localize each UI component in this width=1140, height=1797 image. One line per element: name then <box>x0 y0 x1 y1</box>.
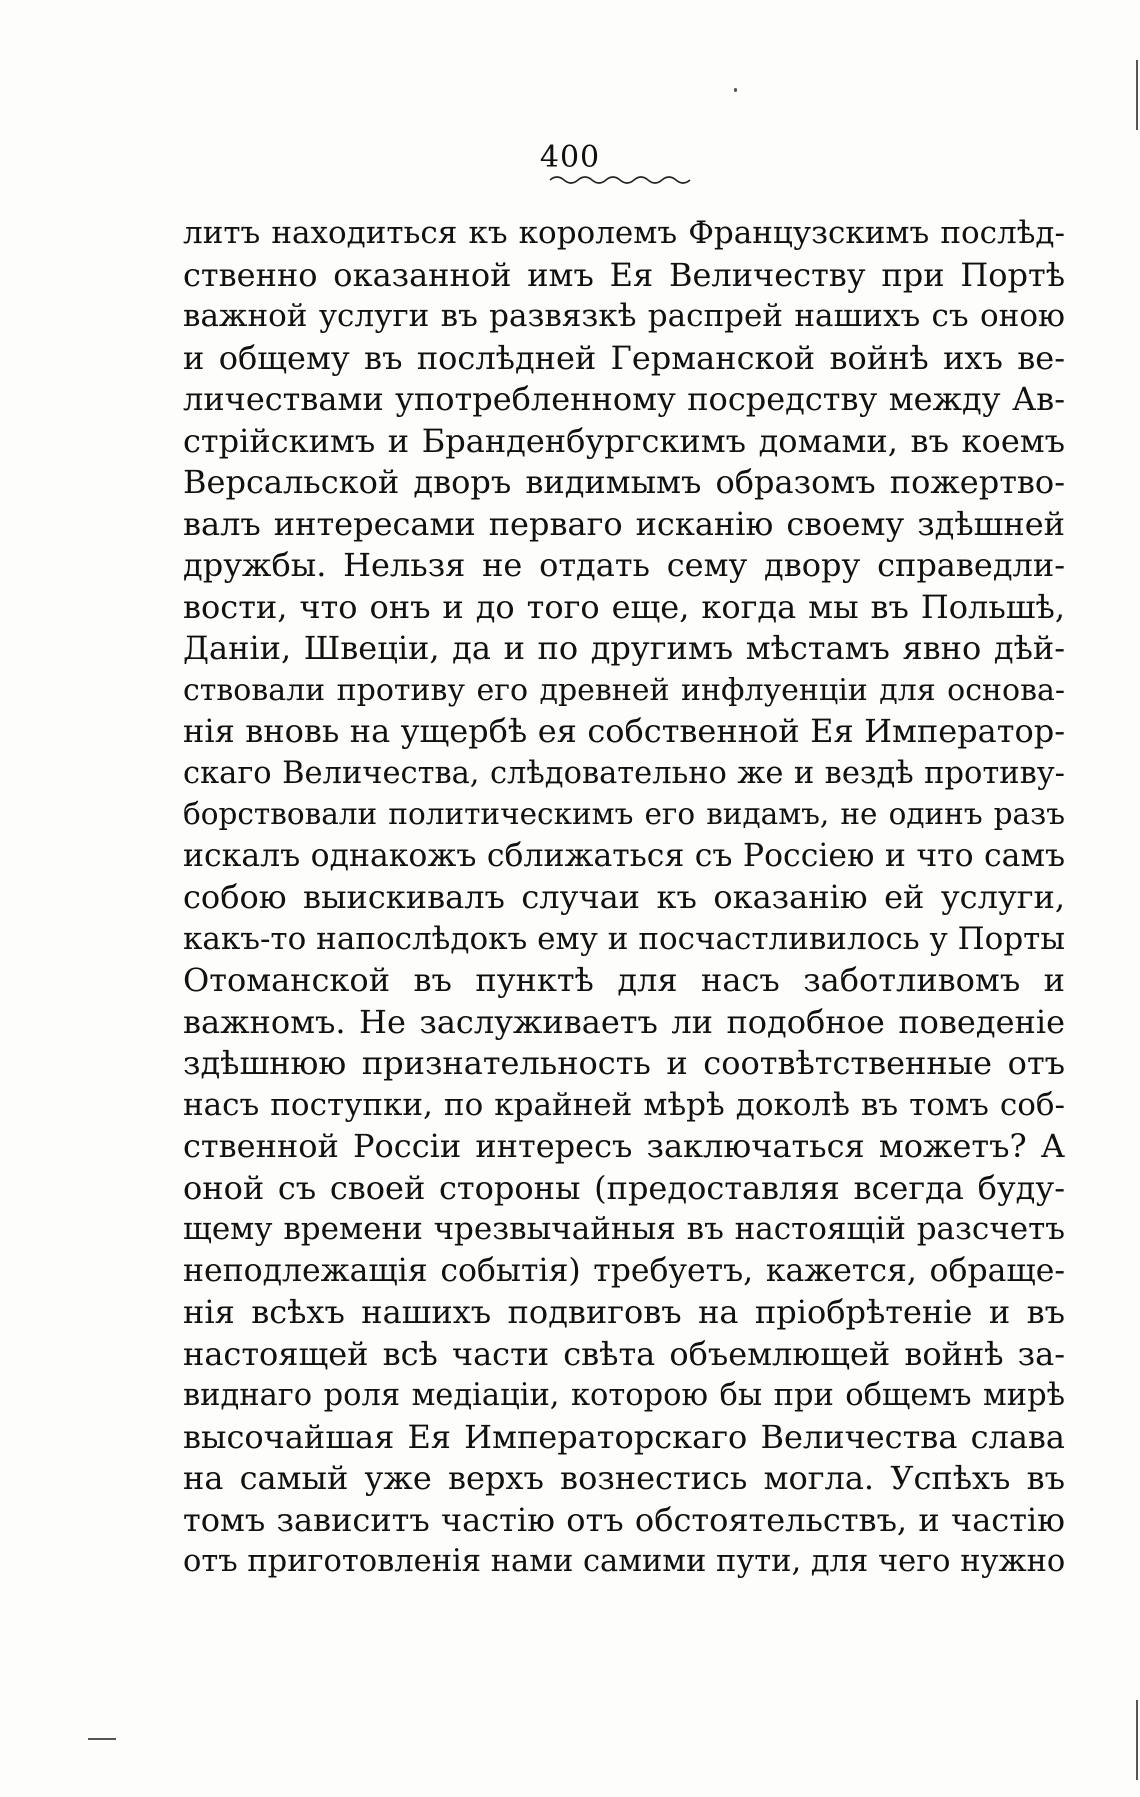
body-text <box>183 213 1065 1583</box>
text-line: щему времени чрезвычайныя въ настоящій разсчетъ <box>183 1211 1065 1247</box>
text-line: личествами употребленному посредству между Ав- <box>183 380 1065 418</box>
speck-dot <box>734 88 737 92</box>
text-line: вости, что онъ и до того еще, когда мы въ Польшѣ, <box>183 587 1065 626</box>
text-line: Даніи, Швеціи, да и по другимъ мѣстамъ явно дѣй- <box>183 629 1065 667</box>
text-line: литъ находиться къ королемъ Французскимъ послѣд- <box>183 215 1065 251</box>
text-line: нія вновь на ущербѣ ея собственной Ея Император- <box>183 712 1065 750</box>
text-line: отъ приготовленія нами самими пути, для чего нужно <box>183 1544 1065 1579</box>
text-line: настоящей всѣ части свѣта объемлющей войнѣ за- <box>183 1334 1065 1373</box>
text-line: скаго Величества, слѣдовательно же и вездѣ противу- <box>183 755 1065 791</box>
wavy-ornament <box>548 170 698 190</box>
text-line: важномъ. Не заслуживаетъ ли подобное поведеніе <box>183 1002 1065 1041</box>
text-line: важной услуги въ развязкѣ распрей нашихъ съ оною <box>183 298 1065 334</box>
text-line: неподлежащія событія) требуетъ, кажется, обраще- <box>183 1252 1065 1289</box>
text-line: оной съ своей стороны (предоставляя всегда буду- <box>183 1168 1065 1207</box>
text-line: и общему въ послѣдней Германской войнѣ ихъ ве- <box>183 338 1065 377</box>
text-line: Версальской дворъ видимымъ образомъ пожертво- <box>183 463 1065 501</box>
text-line: на самый уже верхъ вознестись могла. Успѣхъ въ <box>183 1459 1065 1497</box>
page-number: 400 <box>539 140 601 175</box>
text-line: ственно оказанной имъ Ея Величеству при Портѣ <box>183 255 1065 294</box>
right-margin-rule-lower <box>1136 1700 1138 1780</box>
right-margin-rule <box>1136 60 1138 130</box>
text-line: искалъ однакожъ сближаться съ Россіею и что самъ <box>183 837 1065 874</box>
left-margin-dash <box>88 1738 116 1740</box>
text-line: ствовали противу его древней инфлуенціи для основа- <box>183 672 1065 708</box>
text-line: дружбы. Нельзя не отдать сему двору справедли- <box>183 546 1065 584</box>
text-line: нія всѣхъ нашихъ подвиговъ на пріобрѣтеніе и въ <box>183 1293 1065 1331</box>
text-line: какъ-то напослѣдокъ ему и посчастливилось у Порты <box>183 920 1065 957</box>
text-line: здѣшнюю признательность и соотвѣтственные отъ <box>183 1044 1065 1082</box>
text-line: собою выискивалъ случаи къ оказанію ей услуги, <box>183 878 1065 916</box>
text-line: ственной Россіи интересъ заключаться можетъ? А <box>183 1127 1065 1165</box>
text-line: высочайшая Ея Императорскаго Величества слава <box>183 1417 1065 1456</box>
text-line: борствовали политическимъ его видамъ, не одинъ разъ <box>183 797 1065 831</box>
text-line: Отоманской въ пунктѣ для насъ заботливомъ и <box>183 961 1065 999</box>
text-line: виднаго роля медіаціи, которою бы при общемъ мирѣ <box>183 1378 1065 1413</box>
text-line: томъ зависитъ частію отъ обстоятельствъ, и частію <box>183 1500 1065 1539</box>
text-line: валъ интересами перваго исканію своему здѣшней <box>183 504 1065 543</box>
text-line: насъ поступки, по крайней мѣрѣ доколѣ въ томъ соб- <box>183 1086 1065 1123</box>
text-line: стрійскимъ и Бранденбургскимъ домами, въ коемъ <box>183 421 1065 460</box>
